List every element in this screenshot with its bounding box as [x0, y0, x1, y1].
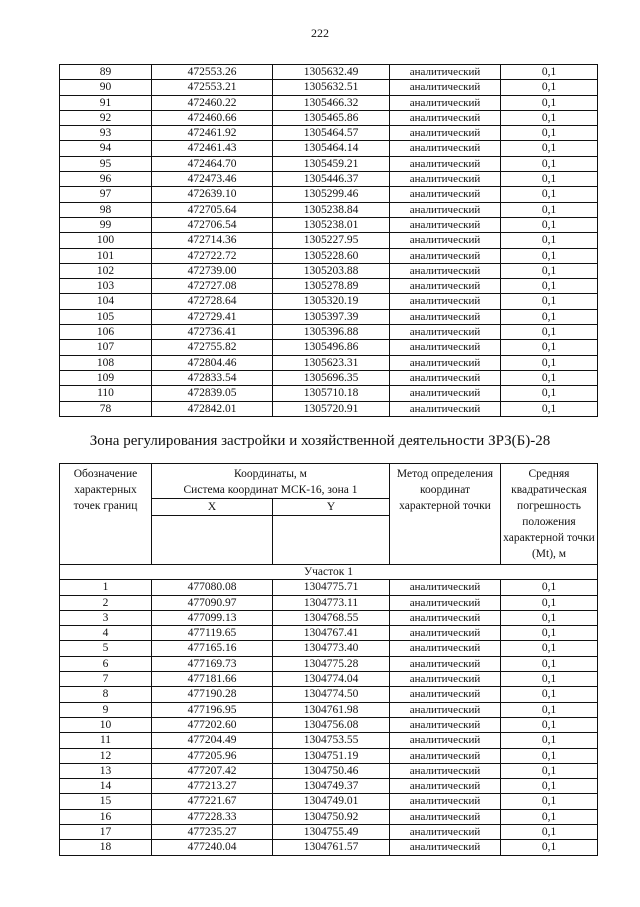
- coordinate-x-cell: 472714.36: [152, 233, 273, 248]
- method-cell: аналитический: [390, 610, 501, 625]
- accuracy-cell: 0,1: [501, 156, 598, 171]
- accuracy-cell: 0,1: [501, 763, 598, 778]
- accuracy-cell: 0,1: [501, 840, 598, 855]
- header-method: Метод определения координат характерной точки: [390, 464, 501, 565]
- point-number-cell: 99: [60, 217, 152, 232]
- method-cell: аналитический: [390, 779, 501, 794]
- table-row: [60, 672, 598, 687]
- table-row: [60, 840, 598, 855]
- accuracy-cell: 0,1: [501, 187, 598, 202]
- coordinate-x-cell: 477169.73: [152, 656, 273, 671]
- point-number-cell: 11: [60, 733, 152, 748]
- accuracy-cell: 0,1: [501, 217, 598, 232]
- point-number-cell: 103: [60, 279, 152, 294]
- header-coordinates-label: Координаты, м: [234, 468, 307, 480]
- coordinate-y-cell: 1304761.98: [273, 702, 390, 717]
- accuracy-cell: 0,1: [501, 656, 598, 671]
- coordinate-y-cell: 1304773.11: [273, 595, 390, 610]
- coordinate-x-cell: 477181.66: [152, 672, 273, 687]
- method-cell: аналитический: [390, 325, 501, 340]
- accuracy-cell: 0,1: [501, 95, 598, 110]
- accuracy-cell: 0,1: [501, 401, 598, 416]
- method-cell: аналитический: [390, 717, 501, 732]
- coordinates-table-continued: [59, 64, 598, 417]
- coordinates-table-body: [60, 65, 598, 417]
- coordinate-x-cell: 477196.95: [152, 702, 273, 717]
- accuracy-cell: 0,1: [501, 126, 598, 141]
- point-number-cell: 93: [60, 126, 152, 141]
- coordinate-y-cell: 1305632.49: [273, 65, 390, 80]
- method-cell: аналитический: [390, 95, 501, 110]
- table-row: [60, 401, 598, 416]
- method-cell: аналитический: [390, 672, 501, 687]
- coordinate-x-cell: 477090.97: [152, 595, 273, 610]
- coordinate-y-cell: 1305464.57: [273, 126, 390, 141]
- point-number-cell: 16: [60, 809, 152, 824]
- coordinate-y-cell: 1304750.46: [273, 763, 390, 778]
- coordinate-y-cell: 1304775.71: [273, 580, 390, 595]
- coordinate-x-cell: 477190.28: [152, 687, 273, 702]
- method-cell: аналитический: [390, 156, 501, 171]
- table-row: [60, 217, 598, 232]
- coordinate-y-cell: 1305227.95: [273, 233, 390, 248]
- table-row: [60, 294, 598, 309]
- accuracy-cell: 0,1: [501, 809, 598, 824]
- point-number-cell: 100: [60, 233, 152, 248]
- table-row: [60, 248, 598, 263]
- coordinate-y-cell: 1305720.91: [273, 401, 390, 416]
- header-x: X: [152, 499, 273, 516]
- point-number-cell: 102: [60, 263, 152, 278]
- coordinate-y-cell: 1305466.32: [273, 95, 390, 110]
- coordinate-y-cell: 1304749.37: [273, 779, 390, 794]
- point-number-cell: 108: [60, 355, 152, 370]
- point-number-cell: 10: [60, 717, 152, 732]
- coordinate-x-cell: 472728.64: [152, 294, 273, 309]
- coordinate-x-cell: 472722.72: [152, 248, 273, 263]
- method-cell: аналитический: [390, 641, 501, 656]
- point-number-cell: 90: [60, 80, 152, 95]
- coordinate-x-cell: 477165.16: [152, 641, 273, 656]
- coordinate-y-cell: 1304773.40: [273, 641, 390, 656]
- coordinate-y-cell: 1305496.86: [273, 340, 390, 355]
- coordinate-x-cell: 472736.41: [152, 325, 273, 340]
- header-coordinates: [152, 464, 390, 499]
- page-number: 222: [311, 26, 329, 40]
- table-row: [60, 233, 598, 248]
- method-cell: аналитический: [390, 340, 501, 355]
- coordinate-y-cell: 1304749.01: [273, 794, 390, 809]
- coordinate-x-cell: 472833.54: [152, 370, 273, 385]
- header-y-spacer: [273, 516, 390, 565]
- coordinate-y-cell: 1305238.01: [273, 217, 390, 232]
- point-number-cell: 91: [60, 95, 152, 110]
- method-cell: аналитический: [390, 309, 501, 324]
- coordinate-y-cell: 1305320.19: [273, 294, 390, 309]
- accuracy-cell: 0,1: [501, 610, 598, 625]
- coordinate-y-cell: 1304774.04: [273, 672, 390, 687]
- coordinate-x-cell: 472839.05: [152, 386, 273, 401]
- point-number-cell: 9: [60, 702, 152, 717]
- coordinate-x-cell: 472727.08: [152, 279, 273, 294]
- method-cell: аналитический: [390, 733, 501, 748]
- coordinate-y-cell: 1305623.31: [273, 355, 390, 370]
- accuracy-cell: 0,1: [501, 263, 598, 278]
- zone-title: Зона регулирования застройки и хозяйственной деятельности ЗРЗ(Б)-28: [89, 433, 551, 449]
- coordinate-x-cell: 472464.70: [152, 156, 273, 171]
- table-row: [60, 65, 598, 80]
- method-cell: аналитический: [390, 80, 501, 95]
- table-row: [60, 595, 598, 610]
- table-row: [60, 610, 598, 625]
- table-row: [60, 279, 598, 294]
- point-number-cell: 7: [60, 672, 152, 687]
- coordinate-x-cell: 477240.04: [152, 840, 273, 855]
- method-cell: аналитический: [390, 794, 501, 809]
- coordinate-y-cell: 1305203.88: [273, 263, 390, 278]
- coordinate-y-cell: 1305459.21: [273, 156, 390, 171]
- table-row: [60, 110, 598, 125]
- table-row: [60, 580, 598, 595]
- point-number-cell: 13: [60, 763, 152, 778]
- point-number-cell: 78: [60, 401, 152, 416]
- point-number-cell: 95: [60, 156, 152, 171]
- coordinate-x-cell: 472460.22: [152, 95, 273, 110]
- coordinate-y-cell: 1304767.41: [273, 626, 390, 641]
- point-number-cell: 18: [60, 840, 152, 855]
- table-row: [60, 309, 598, 324]
- coordinate-x-cell: 472739.00: [152, 263, 273, 278]
- table-row: [60, 641, 598, 656]
- point-number-cell: 107: [60, 340, 152, 355]
- table-row: [60, 126, 598, 141]
- method-cell: аналитический: [390, 656, 501, 671]
- coordinate-x-cell: 477235.27: [152, 825, 273, 840]
- coordinate-x-cell: 472460.66: [152, 110, 273, 125]
- table-row: [60, 187, 598, 202]
- coordinate-y-cell: 1305278.89: [273, 279, 390, 294]
- header-designation: Обозначение характерных точек границ: [60, 464, 152, 565]
- coordinate-y-cell: 1304751.19: [273, 748, 390, 763]
- coordinate-x-cell: 472842.01: [152, 401, 273, 416]
- method-cell: аналитический: [390, 626, 501, 641]
- table-row: [60, 825, 598, 840]
- coordinate-x-cell: 472461.43: [152, 141, 273, 156]
- point-number-cell: 3: [60, 610, 152, 625]
- coordinate-x-cell: 477202.60: [152, 717, 273, 732]
- method-cell: аналитический: [390, 702, 501, 717]
- header-coordinate-system: Система координат МСК-16, зона 1: [183, 484, 358, 496]
- point-number-cell: 6: [60, 656, 152, 671]
- coordinate-y-cell: 1305696.35: [273, 370, 390, 385]
- accuracy-cell: 0,1: [501, 717, 598, 732]
- accuracy-cell: 0,1: [501, 294, 598, 309]
- method-cell: аналитический: [390, 141, 501, 156]
- coordinate-y-cell: 1304753.55: [273, 733, 390, 748]
- method-cell: аналитический: [390, 355, 501, 370]
- point-number-cell: 8: [60, 687, 152, 702]
- method-cell: аналитический: [390, 825, 501, 840]
- coordinate-x-cell: 472706.54: [152, 217, 273, 232]
- point-number-cell: 104: [60, 294, 152, 309]
- coordinate-y-cell: 1305446.37: [273, 172, 390, 187]
- coordinate-x-cell: 477080.08: [152, 580, 273, 595]
- method-cell: аналитический: [390, 294, 501, 309]
- table-row: [60, 325, 598, 340]
- point-number-cell: 105: [60, 309, 152, 324]
- coordinate-y-cell: 1305238.84: [273, 202, 390, 217]
- method-cell: аналитический: [390, 172, 501, 187]
- table-row: [60, 340, 598, 355]
- section-title: Участок 1: [60, 565, 598, 580]
- table-header: [60, 464, 598, 565]
- method-cell: аналитический: [390, 126, 501, 141]
- method-cell: аналитический: [390, 595, 501, 610]
- coordinate-y-cell: 1304750.92: [273, 809, 390, 824]
- coordinate-x-cell: 477119.65: [152, 626, 273, 641]
- coordinate-x-cell: 472804.46: [152, 355, 273, 370]
- point-number-cell: 98: [60, 202, 152, 217]
- accuracy-cell: 0,1: [501, 340, 598, 355]
- method-cell: аналитический: [390, 217, 501, 232]
- coordinate-y-cell: 1305228.60: [273, 248, 390, 263]
- table-row: [60, 386, 598, 401]
- accuracy-cell: 0,1: [501, 325, 598, 340]
- table-row: [60, 172, 598, 187]
- method-cell: аналитический: [390, 263, 501, 278]
- method-cell: аналитический: [390, 809, 501, 824]
- accuracy-cell: 0,1: [501, 65, 598, 80]
- coordinate-y-cell: 1305465.86: [273, 110, 390, 125]
- accuracy-cell: 0,1: [501, 370, 598, 385]
- accuracy-cell: 0,1: [501, 202, 598, 217]
- point-number-cell: 14: [60, 779, 152, 794]
- point-number-cell: 17: [60, 825, 152, 840]
- accuracy-cell: 0,1: [501, 141, 598, 156]
- method-cell: аналитический: [390, 386, 501, 401]
- header-x-spacer: [152, 516, 273, 565]
- coordinate-x-cell: 472473.46: [152, 172, 273, 187]
- accuracy-cell: 0,1: [501, 779, 598, 794]
- accuracy-cell: 0,1: [501, 825, 598, 840]
- coordinate-y-cell: 1305632.51: [273, 80, 390, 95]
- method-cell: аналитический: [390, 370, 501, 385]
- method-cell: аналитический: [390, 580, 501, 595]
- accuracy-cell: 0,1: [501, 580, 598, 595]
- accuracy-cell: 0,1: [501, 687, 598, 702]
- point-number-cell: 101: [60, 248, 152, 263]
- accuracy-cell: 0,1: [501, 386, 598, 401]
- coordinate-x-cell: 472553.21: [152, 80, 273, 95]
- coordinate-x-cell: 477207.42: [152, 763, 273, 778]
- table-row: [60, 702, 598, 717]
- point-number-cell: 89: [60, 65, 152, 80]
- point-number-cell: 94: [60, 141, 152, 156]
- point-number-cell: 106: [60, 325, 152, 340]
- point-number-cell: 2: [60, 595, 152, 610]
- accuracy-cell: 0,1: [501, 279, 598, 294]
- method-cell: аналитический: [390, 840, 501, 855]
- header-y: Y: [273, 499, 390, 516]
- coordinate-y-cell: 1304756.08: [273, 717, 390, 732]
- accuracy-cell: 0,1: [501, 595, 598, 610]
- method-cell: аналитический: [390, 401, 501, 416]
- accuracy-cell: 0,1: [501, 80, 598, 95]
- method-cell: аналитический: [390, 279, 501, 294]
- table-row: [60, 141, 598, 156]
- accuracy-cell: 0,1: [501, 309, 598, 324]
- table-row: [60, 794, 598, 809]
- coordinate-x-cell: 477221.67: [152, 794, 273, 809]
- point-number-cell: 5: [60, 641, 152, 656]
- table-row: [60, 263, 598, 278]
- point-number-cell: 1: [60, 580, 152, 595]
- zone-table-body: [60, 565, 598, 856]
- point-number-cell: 110: [60, 386, 152, 401]
- method-cell: аналитический: [390, 248, 501, 263]
- table-row: [60, 80, 598, 95]
- table-row: [60, 779, 598, 794]
- method-cell: аналитический: [390, 202, 501, 217]
- accuracy-cell: 0,1: [501, 733, 598, 748]
- table-row: [60, 626, 598, 641]
- table-row: [60, 687, 598, 702]
- coordinate-x-cell: 477204.49: [152, 733, 273, 748]
- coordinate-y-cell: 1305396.88: [273, 325, 390, 340]
- accuracy-cell: 0,1: [501, 641, 598, 656]
- coordinate-x-cell: 477205.96: [152, 748, 273, 763]
- header-error: Средняя квадратическая погрешность положения характерной точки (Mt), м: [501, 464, 598, 565]
- coordinate-x-cell: 472705.64: [152, 202, 273, 217]
- table-row: [60, 733, 598, 748]
- coordinate-y-cell: 1305464.14: [273, 141, 390, 156]
- accuracy-cell: 0,1: [501, 794, 598, 809]
- coordinate-x-cell: 472461.92: [152, 126, 273, 141]
- section-row: [60, 565, 598, 580]
- accuracy-cell: 0,1: [501, 355, 598, 370]
- point-number-cell: 92: [60, 110, 152, 125]
- table-row: [60, 370, 598, 385]
- coordinate-x-cell: 472553.26: [152, 65, 273, 80]
- point-number-cell: 4: [60, 626, 152, 641]
- coordinate-x-cell: 477213.27: [152, 779, 273, 794]
- method-cell: аналитический: [390, 687, 501, 702]
- table-row: [60, 156, 598, 171]
- coordinate-y-cell: 1304768.55: [273, 610, 390, 625]
- method-cell: аналитический: [390, 748, 501, 763]
- point-number-cell: 96: [60, 172, 152, 187]
- accuracy-cell: 0,1: [501, 233, 598, 248]
- point-number-cell: 97: [60, 187, 152, 202]
- coordinate-x-cell: 477099.13: [152, 610, 273, 625]
- coordinate-y-cell: 1304775.28: [273, 656, 390, 671]
- zone-coordinates-table: [59, 463, 598, 856]
- method-cell: аналитический: [390, 233, 501, 248]
- table-row: [60, 355, 598, 370]
- accuracy-cell: 0,1: [501, 672, 598, 687]
- table-row: [60, 656, 598, 671]
- table-row: [60, 202, 598, 217]
- accuracy-cell: 0,1: [501, 748, 598, 763]
- coordinate-y-cell: 1304761.57: [273, 840, 390, 855]
- accuracy-cell: 0,1: [501, 172, 598, 187]
- point-number-cell: 15: [60, 794, 152, 809]
- coordinate-y-cell: 1305710.18: [273, 386, 390, 401]
- table-row: [60, 717, 598, 732]
- accuracy-cell: 0,1: [501, 626, 598, 641]
- method-cell: аналитический: [390, 187, 501, 202]
- coordinate-y-cell: 1304755.49: [273, 825, 390, 840]
- table-row: [60, 748, 598, 763]
- method-cell: аналитический: [390, 763, 501, 778]
- coordinate-y-cell: 1304774.50: [273, 687, 390, 702]
- accuracy-cell: 0,1: [501, 702, 598, 717]
- method-cell: аналитический: [390, 65, 501, 80]
- table-row: [60, 763, 598, 778]
- accuracy-cell: 0,1: [501, 110, 598, 125]
- table-row: [60, 809, 598, 824]
- accuracy-cell: 0,1: [501, 248, 598, 263]
- coordinate-x-cell: 472755.82: [152, 340, 273, 355]
- method-cell: аналитический: [390, 110, 501, 125]
- coordinate-x-cell: 472639.10: [152, 187, 273, 202]
- coordinate-y-cell: 1305397.39: [273, 309, 390, 324]
- coordinate-x-cell: 477228.33: [152, 809, 273, 824]
- point-number-cell: 12: [60, 748, 152, 763]
- point-number-cell: 109: [60, 370, 152, 385]
- table-row: [60, 95, 598, 110]
- coordinate-x-cell: 472729.41: [152, 309, 273, 324]
- coordinate-y-cell: 1305299.46: [273, 187, 390, 202]
